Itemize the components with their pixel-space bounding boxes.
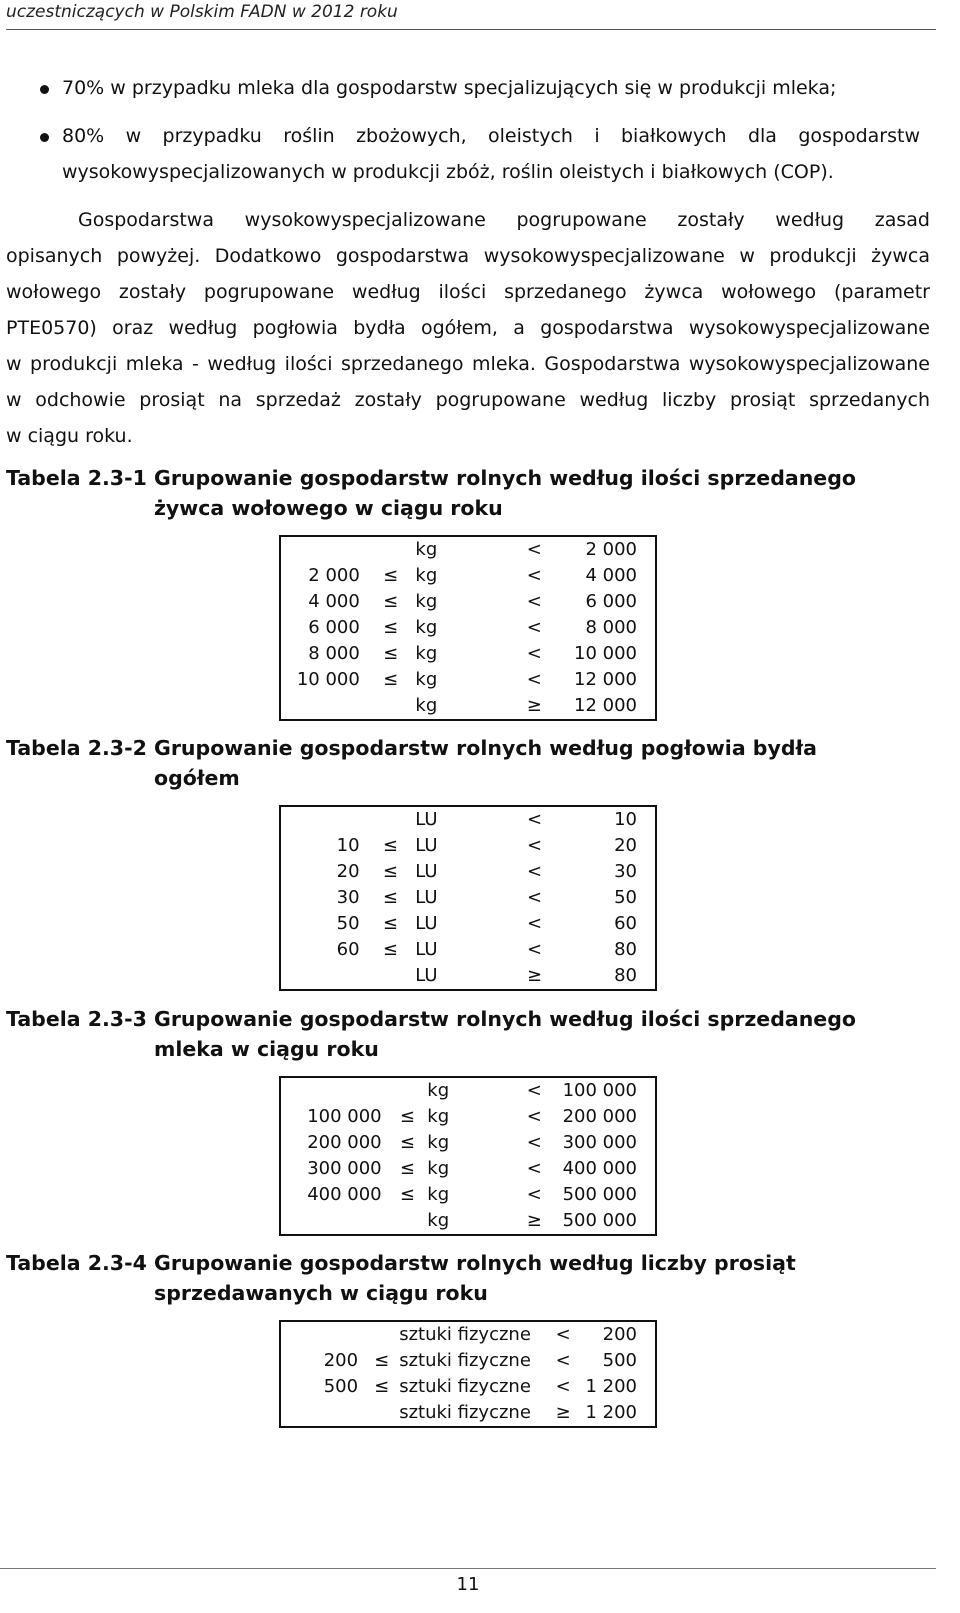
less-or-equal-icon: ≤ [382, 939, 398, 960]
unit-cell: LU [415, 939, 438, 960]
operator-cell: ≥ [526, 965, 543, 986]
table-row [280, 1400, 656, 1427]
table-title-line-2: ogółem [154, 766, 240, 790]
upper-bound-cell: 1 200 [585, 1376, 637, 1397]
upper-bound-cell: 300 000 [562, 1132, 637, 1153]
unit-cell: sztuki fizyczne [399, 1350, 531, 1371]
upper-bound-cell: 30 [614, 861, 637, 882]
table-row [280, 667, 656, 693]
table-row [280, 833, 656, 859]
upper-bound-cell: 500 [602, 1350, 637, 1371]
unit-cell: LU [415, 861, 438, 882]
operator-cell: < [526, 669, 542, 690]
table-row [280, 1104, 656, 1130]
leq-cell [364, 1400, 399, 1427]
table-row [280, 1077, 656, 1104]
upper-bound-cell: 2 000 [585, 539, 637, 560]
upper-bound-cell: 20 [614, 835, 637, 856]
bullet-item-cop [40, 118, 920, 190]
unit-cell: sztuki fizyczne [399, 1376, 531, 1397]
lower-bound-cell: 100 000 [307, 1106, 382, 1127]
leq-cell [388, 1208, 428, 1235]
table-row [280, 536, 656, 563]
paragraph-line: w produkcji mleka - według ilości sprzedanego mleka. Gospodarstwa wysokowyspecjalizowane [6, 353, 930, 375]
table-label: Tabela 2.3-2 [6, 736, 147, 760]
unit-cell: kg [427, 1080, 450, 1101]
paragraph-line: opisanych powyżej. Dodatkowo gospodarstwa wysokowyspecjalizowane w produkcji żywca [6, 245, 930, 267]
upper-bound-cell: 50 [614, 887, 637, 908]
paragraph-line: PTE0570) oraz według pogłowia bydła ogółem, a gospodarstwa wysokowyspecjalizowane [6, 317, 930, 339]
lower-bound-cell [280, 1321, 364, 1348]
header-rule [6, 29, 936, 30]
table-title-line-2: mleka w ciągu roku [154, 1037, 379, 1061]
upper-bound-cell: 4 000 [585, 565, 637, 586]
table-label: Tabela 2.3-4 [6, 1251, 147, 1275]
table-caption [6, 463, 926, 523]
table-caption [6, 1248, 926, 1308]
less-or-equal-icon: ≤ [383, 565, 399, 586]
leq-cell [366, 536, 416, 563]
unit-cell: kg [415, 591, 438, 612]
lower-bound-cell: 6 000 [308, 617, 360, 638]
table-title-line-1: Grupowanie gospodarstw rolnych według ilości sprzedanego [154, 1007, 856, 1031]
upper-bound-cell: 12 000 [574, 669, 637, 690]
upper-bound-cell: 8 000 [585, 617, 637, 638]
leq-cell [366, 563, 416, 589]
operator-cell: ≥ [555, 1402, 571, 1423]
leq-cell [366, 641, 416, 667]
leq-cell [366, 806, 416, 833]
operator-cell: ≥ [526, 1210, 542, 1231]
unit-cell: kg [427, 1132, 450, 1153]
unit-cell: kg [415, 643, 438, 664]
less-or-equal-icon: ≤ [383, 591, 399, 612]
bullet-text: 70% w przypadku mleka dla gospodarstw specjalizujących się w produkcji mleka; [62, 77, 837, 99]
running-header-text: uczestniczących w Polskim FADN w 2012 roku [6, 2, 398, 22]
paragraph-line: w ciągu roku. [6, 425, 133, 447]
unit-cell: LU [415, 913, 438, 934]
leq-cell [366, 859, 416, 885]
lower-bound-cell [280, 806, 366, 833]
bullet-text-wrap [62, 118, 920, 154]
lower-bound-cell: 20 [336, 861, 360, 882]
table-title-line-1: Grupowanie gospodarstw rolnych według liczby prosiąt [154, 1251, 796, 1275]
upper-bound-cell: 80 [614, 965, 637, 986]
operator-cell: < [526, 887, 543, 908]
grouping-table [279, 805, 657, 991]
unit-cell: kg [415, 669, 438, 690]
unit-cell: kg [427, 1106, 450, 1127]
leq-cell [364, 1321, 399, 1348]
unit-cell: kg [427, 1210, 450, 1231]
table-row [280, 563, 656, 589]
leq-cell [388, 1156, 428, 1182]
bullet-line-2: wysokowyspecjalizowanych w produkcji zbóż, roślin oleistych i białkowych (COP). [62, 161, 834, 183]
table-label: Tabela 2.3-1 [6, 466, 147, 490]
less-or-equal-icon: ≤ [382, 835, 398, 856]
upper-bound-cell: 60 [614, 913, 637, 934]
leq-cell [366, 693, 416, 720]
bullet-line-1: 80% w przypadku roślin zbożowych, oleistych i białkowych dla gospodarstw [62, 125, 920, 147]
running-header [6, 0, 936, 30]
table-row [280, 859, 656, 885]
table-title-line-2: żywca wołowego w ciągu roku [154, 496, 503, 520]
leq-cell [366, 833, 416, 859]
unit-cell: LU [415, 809, 438, 830]
table-title-line-1: Grupowanie gospodarstw rolnych według pogłowia bydła [154, 736, 817, 760]
lower-bound-cell: 50 [336, 913, 360, 934]
operator-cell: < [526, 861, 543, 882]
leq-cell [366, 589, 416, 615]
lower-bound-cell: 500 [323, 1376, 359, 1397]
table-label: Tabela 2.3-3 [6, 1007, 147, 1031]
operator-cell: < [526, 643, 542, 664]
operator-cell: < [526, 939, 543, 960]
upper-bound-cell: 400 000 [562, 1158, 637, 1179]
lower-bound-cell: 300 000 [307, 1158, 382, 1179]
upper-bound-cell: 10 000 [574, 643, 637, 664]
upper-bound-cell: 200 [602, 1324, 637, 1345]
operator-cell: < [526, 565, 542, 586]
lower-bound-cell: 10 000 [296, 669, 360, 690]
operator-cell: < [526, 617, 542, 638]
upper-bound-cell: 200 000 [562, 1106, 637, 1127]
paragraph-line: wołowego zostały pogrupowane według ilości sprzedanego żywca wołowego (parametr [6, 281, 930, 303]
table-row [280, 589, 656, 615]
table-row [280, 911, 656, 937]
operator-cell: < [526, 809, 543, 830]
upper-bound-cell: 500 000 [562, 1184, 637, 1205]
unit-cell: kg [427, 1184, 450, 1205]
leq-cell [364, 1374, 399, 1400]
leq-cell [366, 963, 416, 990]
less-or-equal-icon: ≤ [382, 913, 398, 934]
operator-cell: < [555, 1350, 571, 1371]
grouping-table [279, 1320, 657, 1428]
operator-cell: < [526, 1158, 542, 1179]
operator-cell: < [526, 1106, 542, 1127]
less-or-equal-icon: ≤ [399, 1158, 416, 1179]
unit-cell: kg [415, 617, 438, 638]
lower-bound-cell: 8 000 [308, 643, 360, 664]
table-row [280, 1208, 656, 1235]
upper-bound-cell: 500 000 [562, 1210, 637, 1231]
table-row [280, 1182, 656, 1208]
leq-cell [366, 937, 416, 963]
leq-cell [366, 911, 416, 937]
table-row [280, 1321, 656, 1348]
operator-cell: < [526, 913, 543, 934]
lower-bound-cell [280, 963, 366, 990]
unit-cell: LU [415, 887, 438, 908]
bullet-dot-icon [40, 85, 49, 94]
lower-bound-cell: 400 000 [307, 1184, 382, 1205]
less-or-equal-icon: ≤ [382, 887, 398, 908]
operator-cell: < [526, 539, 542, 560]
lower-bound-cell: 30 [336, 887, 360, 908]
less-or-equal-icon: ≤ [383, 669, 399, 690]
lower-bound-cell [280, 1077, 388, 1104]
footer-rule [0, 1568, 936, 1569]
table-row [280, 1156, 656, 1182]
operator-cell: < [526, 835, 543, 856]
unit-cell: kg [415, 565, 438, 586]
less-or-equal-icon: ≤ [374, 1376, 390, 1397]
paragraph-line: Gospodarstwa wysokowyspecjalizowane pogrupowane zostały według zasad [78, 209, 930, 231]
upper-bound-cell: 10 [614, 809, 637, 830]
page-number: 11 [456, 1574, 480, 1595]
leq-cell [388, 1104, 428, 1130]
grouping-table [279, 535, 657, 721]
lower-bound-cell: 200 000 [307, 1132, 382, 1153]
unit-cell: sztuki fizyczne [399, 1402, 531, 1423]
less-or-equal-icon: ≤ [374, 1350, 390, 1371]
unit-cell: LU [415, 835, 438, 856]
body-paragraph [6, 202, 930, 454]
table-row [280, 1130, 656, 1156]
leq-cell [366, 615, 416, 641]
lower-bound-cell: 60 [336, 939, 360, 960]
leq-cell [388, 1130, 428, 1156]
lower-bound-cell: 200 [323, 1350, 359, 1371]
lower-bound-cell [280, 1400, 364, 1427]
leq-cell [364, 1348, 399, 1374]
less-or-equal-icon: ≤ [382, 861, 398, 882]
table-row [280, 937, 656, 963]
table-row [280, 693, 656, 720]
table-row [280, 1348, 656, 1374]
lower-bound-cell [280, 693, 366, 720]
table-title-line-2: sprzedawanych w ciągu roku [154, 1281, 488, 1305]
grouping-table [279, 1076, 657, 1236]
upper-bound-cell: 80 [614, 939, 637, 960]
bullet-item-milk [40, 70, 920, 106]
table-caption [6, 1004, 926, 1064]
unit-cell: kg [415, 539, 438, 560]
upper-bound-cell: 1 200 [585, 1402, 637, 1423]
leq-cell [366, 667, 416, 693]
table-row [280, 641, 656, 667]
operator-cell: < [555, 1324, 571, 1345]
operator-cell: < [555, 1376, 571, 1397]
unit-cell: sztuki fizyczne [399, 1324, 531, 1345]
lower-bound-cell: 4 000 [308, 591, 360, 612]
table-row [280, 806, 656, 833]
unit-cell: kg [415, 695, 438, 716]
less-or-equal-icon: ≤ [399, 1132, 416, 1153]
less-or-equal-icon: ≤ [383, 643, 399, 664]
lower-bound-cell [280, 536, 366, 563]
leq-cell [388, 1182, 428, 1208]
table-row [280, 885, 656, 911]
unit-cell: LU [415, 965, 438, 986]
lower-bound-cell: 10 [336, 835, 360, 856]
leq-cell [366, 885, 416, 911]
lower-bound-cell [280, 1208, 388, 1235]
unit-cell: kg [427, 1158, 450, 1179]
table-title-line-1: Grupowanie gospodarstw rolnych według ilości sprzedanego [154, 466, 856, 490]
upper-bound-cell: 12 000 [574, 695, 637, 716]
bullet-dot-icon [40, 133, 49, 142]
paragraph-line: w odchowie prosiąt na sprzedaż zostały pogrupowane według liczby prosiąt sprzedanych [6, 389, 930, 411]
leq-cell [388, 1077, 428, 1104]
operator-cell: < [526, 1132, 542, 1153]
operator-cell: ≥ [526, 695, 542, 716]
less-or-equal-icon: ≤ [399, 1106, 416, 1127]
lower-bound-cell: 2 000 [308, 565, 360, 586]
upper-bound-cell: 6 000 [585, 591, 637, 612]
operator-cell: < [526, 591, 542, 612]
operator-cell: < [526, 1184, 542, 1205]
less-or-equal-icon: ≤ [399, 1184, 416, 1205]
table-row [280, 963, 656, 990]
less-or-equal-icon: ≤ [383, 617, 399, 638]
table-row [280, 1374, 656, 1400]
table-caption [6, 733, 926, 793]
upper-bound-cell: 100 000 [562, 1080, 637, 1101]
table-row [280, 615, 656, 641]
operator-cell: < [526, 1080, 542, 1101]
